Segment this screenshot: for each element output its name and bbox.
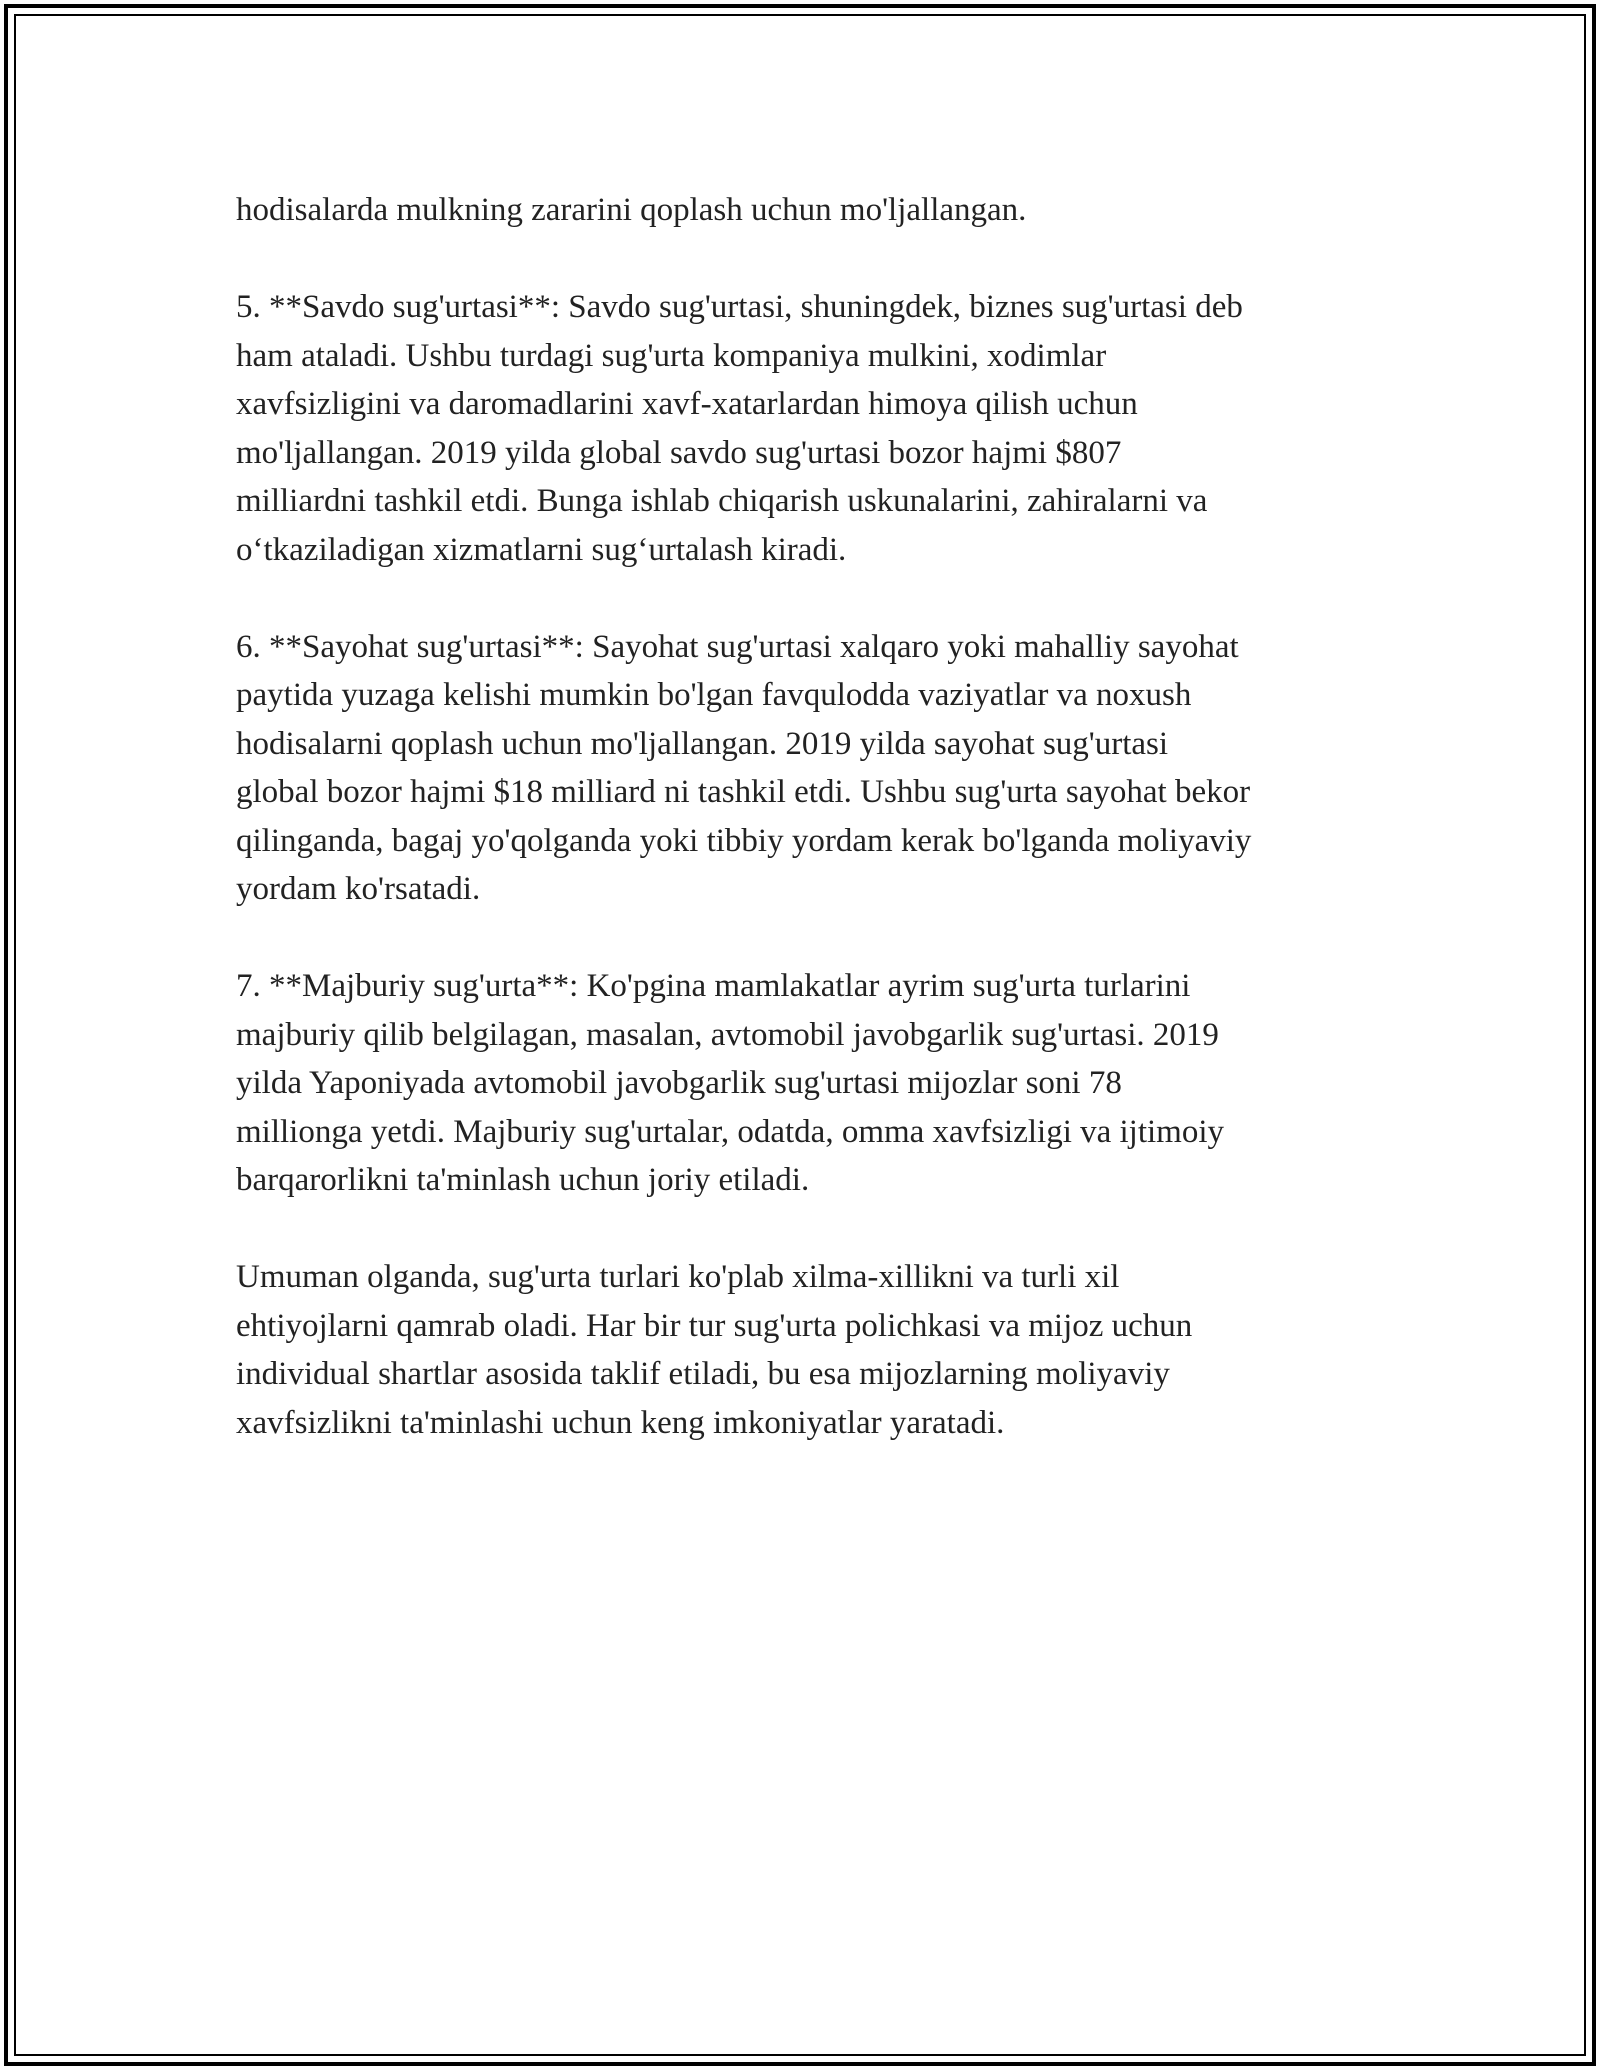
paragraph-commercial-insurance: 5. **Savdo sug'urtasi**: Savdo sug'urtasi, shuningdek, biznes sug'urtasi deb ham ataladi. Ushbu turdagi sug'urta kompaniya mulkini, xodimlar xavfsizligini va daromadlarini xavf-xatarlardan himoya qilish uchun mo'ljallangan. 2019 yilda global savdo sug'urtasi bozor hajmi $807 milliardni tashkil etdi. Bunga ishlab chiqarish uskunalarini, zahiralarni va o‘tkaziladigan xizmatlarni sug‘urtalash kiradi. (236, 289, 1243, 568)
paragraph-travel-insurance: 6. **Sayohat sug'urtasi**: Sayohat sug'urtasi xalqaro yoki mahalliy sayohat paytida yuzaga kelishi mumkin bo'lgan favqulodda vaziyatlar va noxush hodisalarni qoplash uchun mo'ljallangan. 2019 yilda sayohat sug'urtasi global bozor hajmi $18 milliard ni tashkil etdi. Ushbu sug'urta sayohat bekor qilinganda, bagaj yo'qolganda yoki tibbiy yordam kerak bo'lganda moliyaviy yordam ko'rsatadi. (236, 628, 1252, 907)
paragraph-conclusion: Umuman olganda, sug'urta turlari ko'plab xilma-xillikni va turli xil ehtiyojlarni qamrab oladi. Har bir tur sug'urta polichkasi va mijoz uchun individual shartlar asosida taklif etiladi, bu esa mijozlarning moliyaviy xavfsizlikni ta'minlashi uchun keng imkoniyatlar yaratadi. (236, 1259, 1193, 1441)
paragraph-mandatory-insurance: 7. **Majburiy sug'urta**: Ko'pgina mamlakatlar ayrim sug'urta turlarini majburiy qilib belgilagan, masalan, avtomobil javobgarlik sug'urtasi. 2019 yilda Yaponiyada avtomobil javobgarlik sug'urtasi mijozlar soni 78 millionga yetdi. Majburiy sug'urtalar, odatda, omma xavfsizligi va ijtimoiy barqarorlikni ta'minlash uchun joriy etiladi. (236, 968, 1225, 1198)
paragraph-continuation: hodisalarda mulkning zararini qoplash uchun mo'ljallangan. (236, 192, 1027, 228)
document-body (236, 186, 1396, 1496)
